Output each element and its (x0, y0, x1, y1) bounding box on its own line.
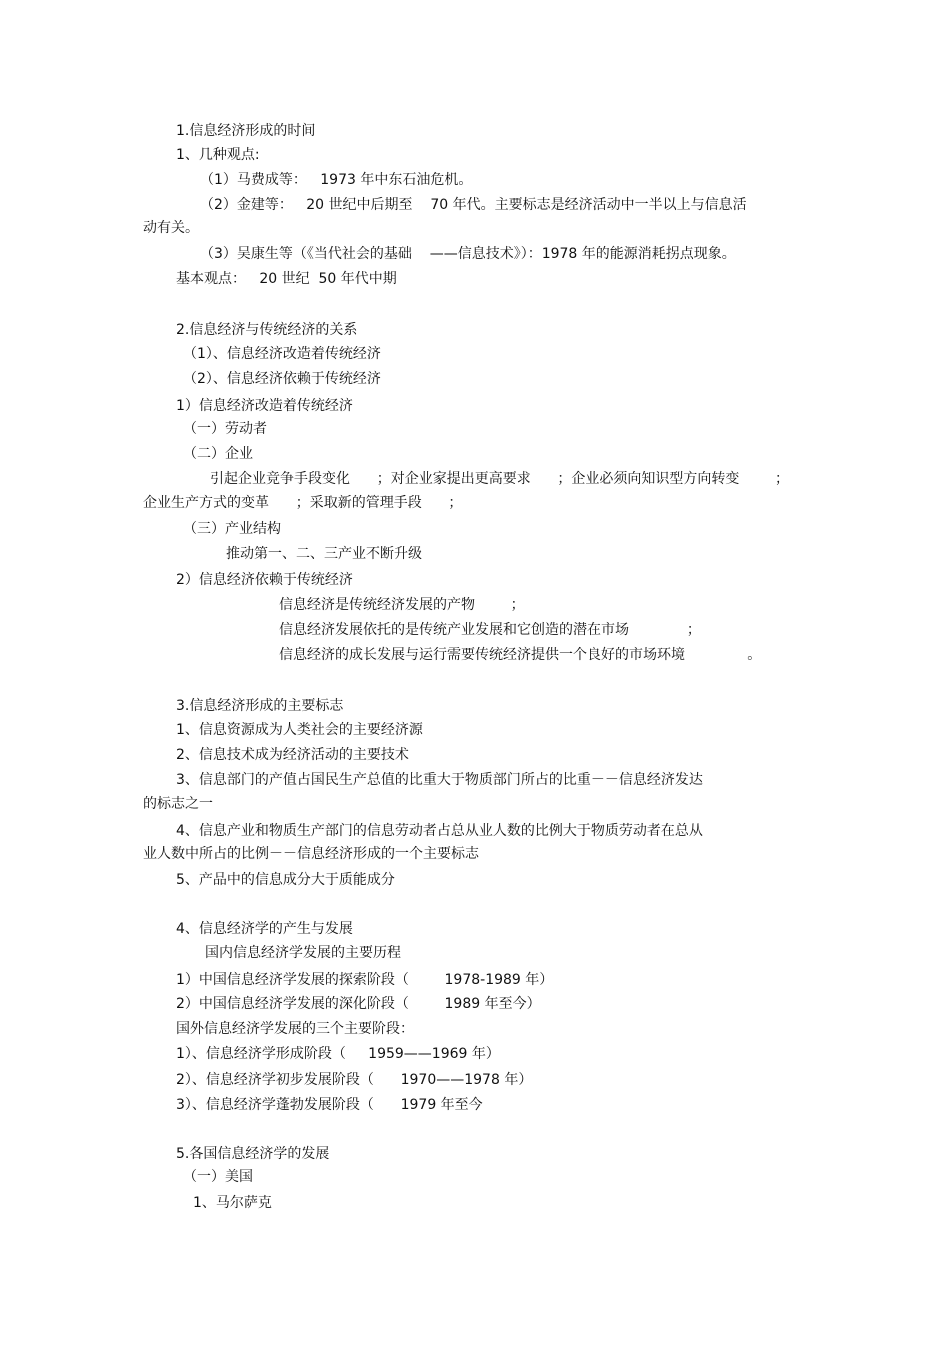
text-line: 业人数中所占的比例－－信息经济形成的一个主要标志 (143, 846, 479, 862)
text-line: 2、信息技术成为经济活动的主要技术 (176, 747, 409, 763)
text-line: （1）、信息经济改造着传统经济 (183, 346, 381, 362)
text-line: （2）金建等： 20 世纪中后期至 70 年代。主要标志是经济活动中一半以上与信息活 (200, 197, 747, 213)
section-3-heading: 3.信息经济形成的主要标志 (176, 698, 344, 714)
text-line: 1）中国信息经济学发展的探索阶段（ 1978-1989 年） (176, 972, 554, 988)
text-line: （一）劳动者 (183, 421, 267, 437)
text-line: 1）信息经济改造着传统经济 (176, 398, 353, 414)
text-line: 1、信息资源成为人类社会的主要经济源 (176, 722, 423, 738)
text-line: 1、几种观点: (176, 147, 260, 163)
text-line: 动有关。 (143, 220, 199, 236)
text-line: 国外信息经济学发展的三个主要阶段： (176, 1021, 414, 1037)
text-line: 3）、信息经济学蓬勃发展阶段（ 1979 年至今 (176, 1097, 483, 1113)
text-line: 信息经济的成长发展与运行需要传统经济提供一个良好的市场环境 。 (279, 647, 762, 663)
section-5-heading: 5.各国信息经济学的发展 (176, 1146, 330, 1162)
text-line: 国内信息经济学发展的主要历程 (205, 945, 401, 961)
text-line: （一）美国 (183, 1169, 253, 1185)
text-line: 1、马尔萨克 (193, 1195, 272, 1211)
text-line: 引起企业竞争手段变化 ；对企业家提出更高要求 ；企业必须向知识型方向转变 ； (210, 471, 790, 487)
text-line: 3、信息部门的产值占国民生产总值的比重大于物质部门所占的比重－－信息经济发达 (176, 772, 703, 788)
text-line: 推动第一、二、三产业不断升级 (226, 546, 422, 562)
text-line: （2）、信息经济依赖于传统经济 (183, 371, 381, 387)
section-2-heading: 2.信息经济与传统经济的关系 (176, 322, 358, 338)
text-line: （三）产业结构 (183, 521, 281, 537)
text-line: 信息经济是传统经济发展的产物 ； (279, 597, 525, 613)
text-line: 企业生产方式的变革 ；采取新的管理手段 ； (143, 495, 463, 511)
text-line: 5、产品中的信息成分大于质能成分 (176, 872, 395, 888)
text-line: 基本观点： 20 世纪 50 年代中期 (176, 271, 397, 287)
text-line: 信息经济发展依托的是传统产业发展和它创造的潜在市场 ； (279, 622, 701, 638)
section-4-heading: 4、信息经济学的产生与发展 (176, 921, 353, 937)
text-line: 2）、信息经济学初步发展阶段（ 1970——1978 年） (176, 1072, 533, 1088)
text-line: （3）吴康生等（《当代社会的基础 ——信息技术》）：1978 年的能源消耗拐点现象。 (200, 246, 736, 262)
text-line: （二）企业 (183, 446, 253, 462)
text-line: 2）信息经济依赖于传统经济 (176, 572, 353, 588)
text-line: 4、信息产业和物质生产部门的信息劳动者占总从业人数的比例大于物质劳动者在总从 (176, 823, 703, 839)
section-1-heading: 1.信息经济形成的时间 (176, 123, 316, 139)
text-line: 1）、信息经济学形成阶段（ 1959——1969 年） (176, 1046, 500, 1062)
text-line: （1）马费成等： 1973 年中东石油危机。 (200, 172, 473, 188)
text-line: 的标志之一 (143, 796, 213, 812)
text-line: 2）中国信息经济学发展的深化阶段（ 1989 年至今） (176, 996, 541, 1012)
